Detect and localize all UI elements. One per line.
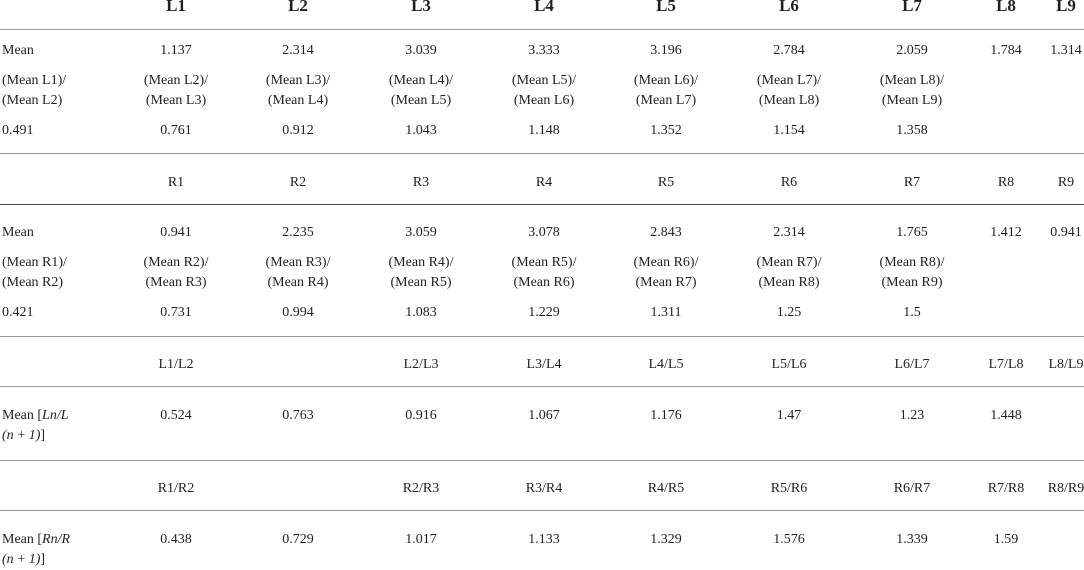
header-cell: L3/L4 — [526, 357, 562, 372]
header-cell: R3 — [412, 175, 430, 190]
table-cell: 1.448 — [990, 408, 1022, 423]
header-cell: R8 — [997, 175, 1015, 190]
rule-left-section-end — [0, 153, 1084, 154]
ratio-label: (Mean L1)/ (Mean L2) — [2, 73, 67, 108]
ratio-label: (Mean R3)/ (Mean R4) — [265, 255, 331, 290]
rule-header-bottom — [0, 29, 1084, 30]
header-cell: L2 — [288, 0, 308, 15]
table-cell: 1.352 — [650, 123, 682, 138]
ratio-label: (Mean L7)/ (Mean L8) — [756, 73, 822, 108]
ratio-label: (Mean L3)/ (Mean L4) — [265, 73, 331, 108]
table-cell: 0.941 — [1050, 225, 1082, 240]
table-cell: 3.039 — [405, 43, 437, 58]
ratio-label: (Mean L4)/ (Mean L5) — [388, 73, 454, 108]
header-cell: L4 — [534, 0, 554, 15]
header-cell: R3/R4 — [525, 481, 563, 496]
table-cell: 0.994 — [282, 305, 314, 320]
table-cell: 0.438 — [160, 532, 192, 547]
table-cell: 1.765 — [896, 225, 928, 240]
table-cell: 1.784 — [990, 43, 1022, 58]
header-cell: L5 — [656, 0, 676, 15]
table-cell: 2.059 — [896, 43, 928, 58]
table-cell: 0.761 — [160, 123, 192, 138]
header-cell: L8/L9 — [1048, 357, 1084, 372]
table-cell: 1.314 — [1050, 43, 1082, 58]
header-cell: L8 — [996, 0, 1016, 15]
table-cell: 0.731 — [160, 305, 192, 320]
table-cell: 0.524 — [160, 408, 192, 423]
table-cell: 0.421 — [2, 305, 34, 320]
rule-left-pairs-header-bottom — [0, 386, 1084, 387]
table-cell: 0.916 — [405, 408, 437, 423]
table-cell: 3.333 — [528, 43, 560, 58]
header-cell: L2/L3 — [403, 357, 439, 372]
ratio-label: (Mean R7)/ (Mean R8) — [756, 255, 822, 290]
header-cell: R4/R5 — [647, 481, 685, 496]
row-label: Mean — [2, 225, 34, 240]
ratio-label: (Mean R5)/ (Mean R6) — [511, 255, 577, 290]
table-cell: 1.5 — [903, 305, 921, 320]
rule-right-pairs-header-bottom — [0, 510, 1084, 511]
table-cell: 0.912 — [282, 123, 314, 138]
header-cell: R7 — [903, 175, 921, 190]
header-cell: L1 — [166, 0, 186, 15]
table-cell: 1.083 — [405, 305, 437, 320]
ratio-label: (Mean R1)/ (Mean R2) — [2, 255, 67, 290]
header-cell: L9 — [1056, 0, 1076, 15]
table-cell: 3.059 — [405, 225, 437, 240]
header-cell: R7/R8 — [987, 481, 1025, 496]
ratio-label: (Mean R4)/ (Mean R5) — [388, 255, 454, 290]
header-cell: L4/L5 — [648, 357, 684, 372]
table-cell: 1.043 — [405, 123, 437, 138]
ratio-label: (Mean L6)/ (Mean L7) — [633, 73, 699, 108]
table-cell: 2.784 — [773, 43, 805, 58]
header-cell: R8/R9 — [1047, 481, 1084, 496]
ratio-label: (Mean R6)/ (Mean R7) — [633, 255, 699, 290]
table-cell: 3.196 — [650, 43, 682, 58]
ratio-label: (Mean L5)/ (Mean L6) — [511, 73, 577, 108]
table-cell: 0.729 — [282, 532, 314, 547]
table-cell: 1.329 — [650, 532, 682, 547]
table-cell: 1.017 — [405, 532, 437, 547]
header-cell: L6/L7 — [894, 357, 930, 372]
header-cell: L7/L8 — [988, 357, 1024, 372]
header-cell: R6 — [780, 175, 798, 190]
header-cell: L6 — [779, 0, 799, 15]
header-cell: R6/R7 — [893, 481, 931, 496]
table-cell: 1.358 — [896, 123, 928, 138]
header-cell: L3 — [411, 0, 431, 15]
table-cell: 2.314 — [773, 225, 805, 240]
table-cell: 1.47 — [776, 408, 802, 423]
header-cell: R4 — [535, 175, 553, 190]
table-cell: 2.235 — [282, 225, 314, 240]
header-cell: R1/R2 — [157, 481, 195, 496]
rule-left-pairs-end — [0, 460, 1084, 461]
ratio-label: (Mean R8)/ (Mean R9) — [879, 255, 945, 290]
table-cell: 1.154 — [773, 123, 805, 138]
table-cell: 2.843 — [650, 225, 682, 240]
table-cell: 1.176 — [650, 408, 682, 423]
table-cell: 1.339 — [896, 532, 928, 547]
header-cell: R2/R3 — [402, 481, 440, 496]
table-cell: 3.078 — [528, 225, 560, 240]
table-cell: 1.067 — [528, 408, 560, 423]
table-cell: 1.137 — [160, 43, 192, 58]
table-cell: 1.148 — [528, 123, 560, 138]
ratio-label: (Mean R2)/ (Mean R3) — [143, 255, 209, 290]
table-cell: 1.25 — [776, 305, 802, 320]
header-cell: R1 — [167, 175, 185, 190]
header-cell: R2 — [289, 175, 307, 190]
header-cell: R5/R6 — [770, 481, 808, 496]
table-cell: 1.311 — [650, 305, 682, 320]
table-cell: 1.23 — [899, 408, 925, 423]
table-cell: 1.133 — [528, 532, 560, 547]
rule-right-header-bottom — [0, 204, 1084, 205]
table-cell: 1.229 — [528, 305, 560, 320]
row-label: Mean [Ln/L (n + 1)] — [2, 408, 69, 443]
header-cell: R9 — [1057, 175, 1075, 190]
header-cell: R5 — [657, 175, 675, 190]
header-cell: L5/L6 — [771, 357, 807, 372]
table-cell: 1.59 — [993, 532, 1019, 547]
table-cell: 1.412 — [990, 225, 1022, 240]
header-cell: L7 — [902, 0, 922, 15]
table-cell: 0.941 — [160, 225, 192, 240]
ratio-label: (Mean L8)/ (Mean L9) — [879, 73, 945, 108]
row-label: Mean [Rn/R (n + 1)] — [2, 532, 71, 567]
table-cell: 0.763 — [282, 408, 314, 423]
row-label: Mean — [2, 43, 34, 58]
table-cell: 0.491 — [2, 123, 34, 138]
rule-right-section-end — [0, 336, 1084, 337]
table-cell: 1.576 — [773, 532, 805, 547]
table-cell: 2.314 — [282, 43, 314, 58]
ratio-label: (Mean L2)/ (Mean L3) — [143, 73, 209, 108]
header-cell: L1/L2 — [158, 357, 194, 372]
